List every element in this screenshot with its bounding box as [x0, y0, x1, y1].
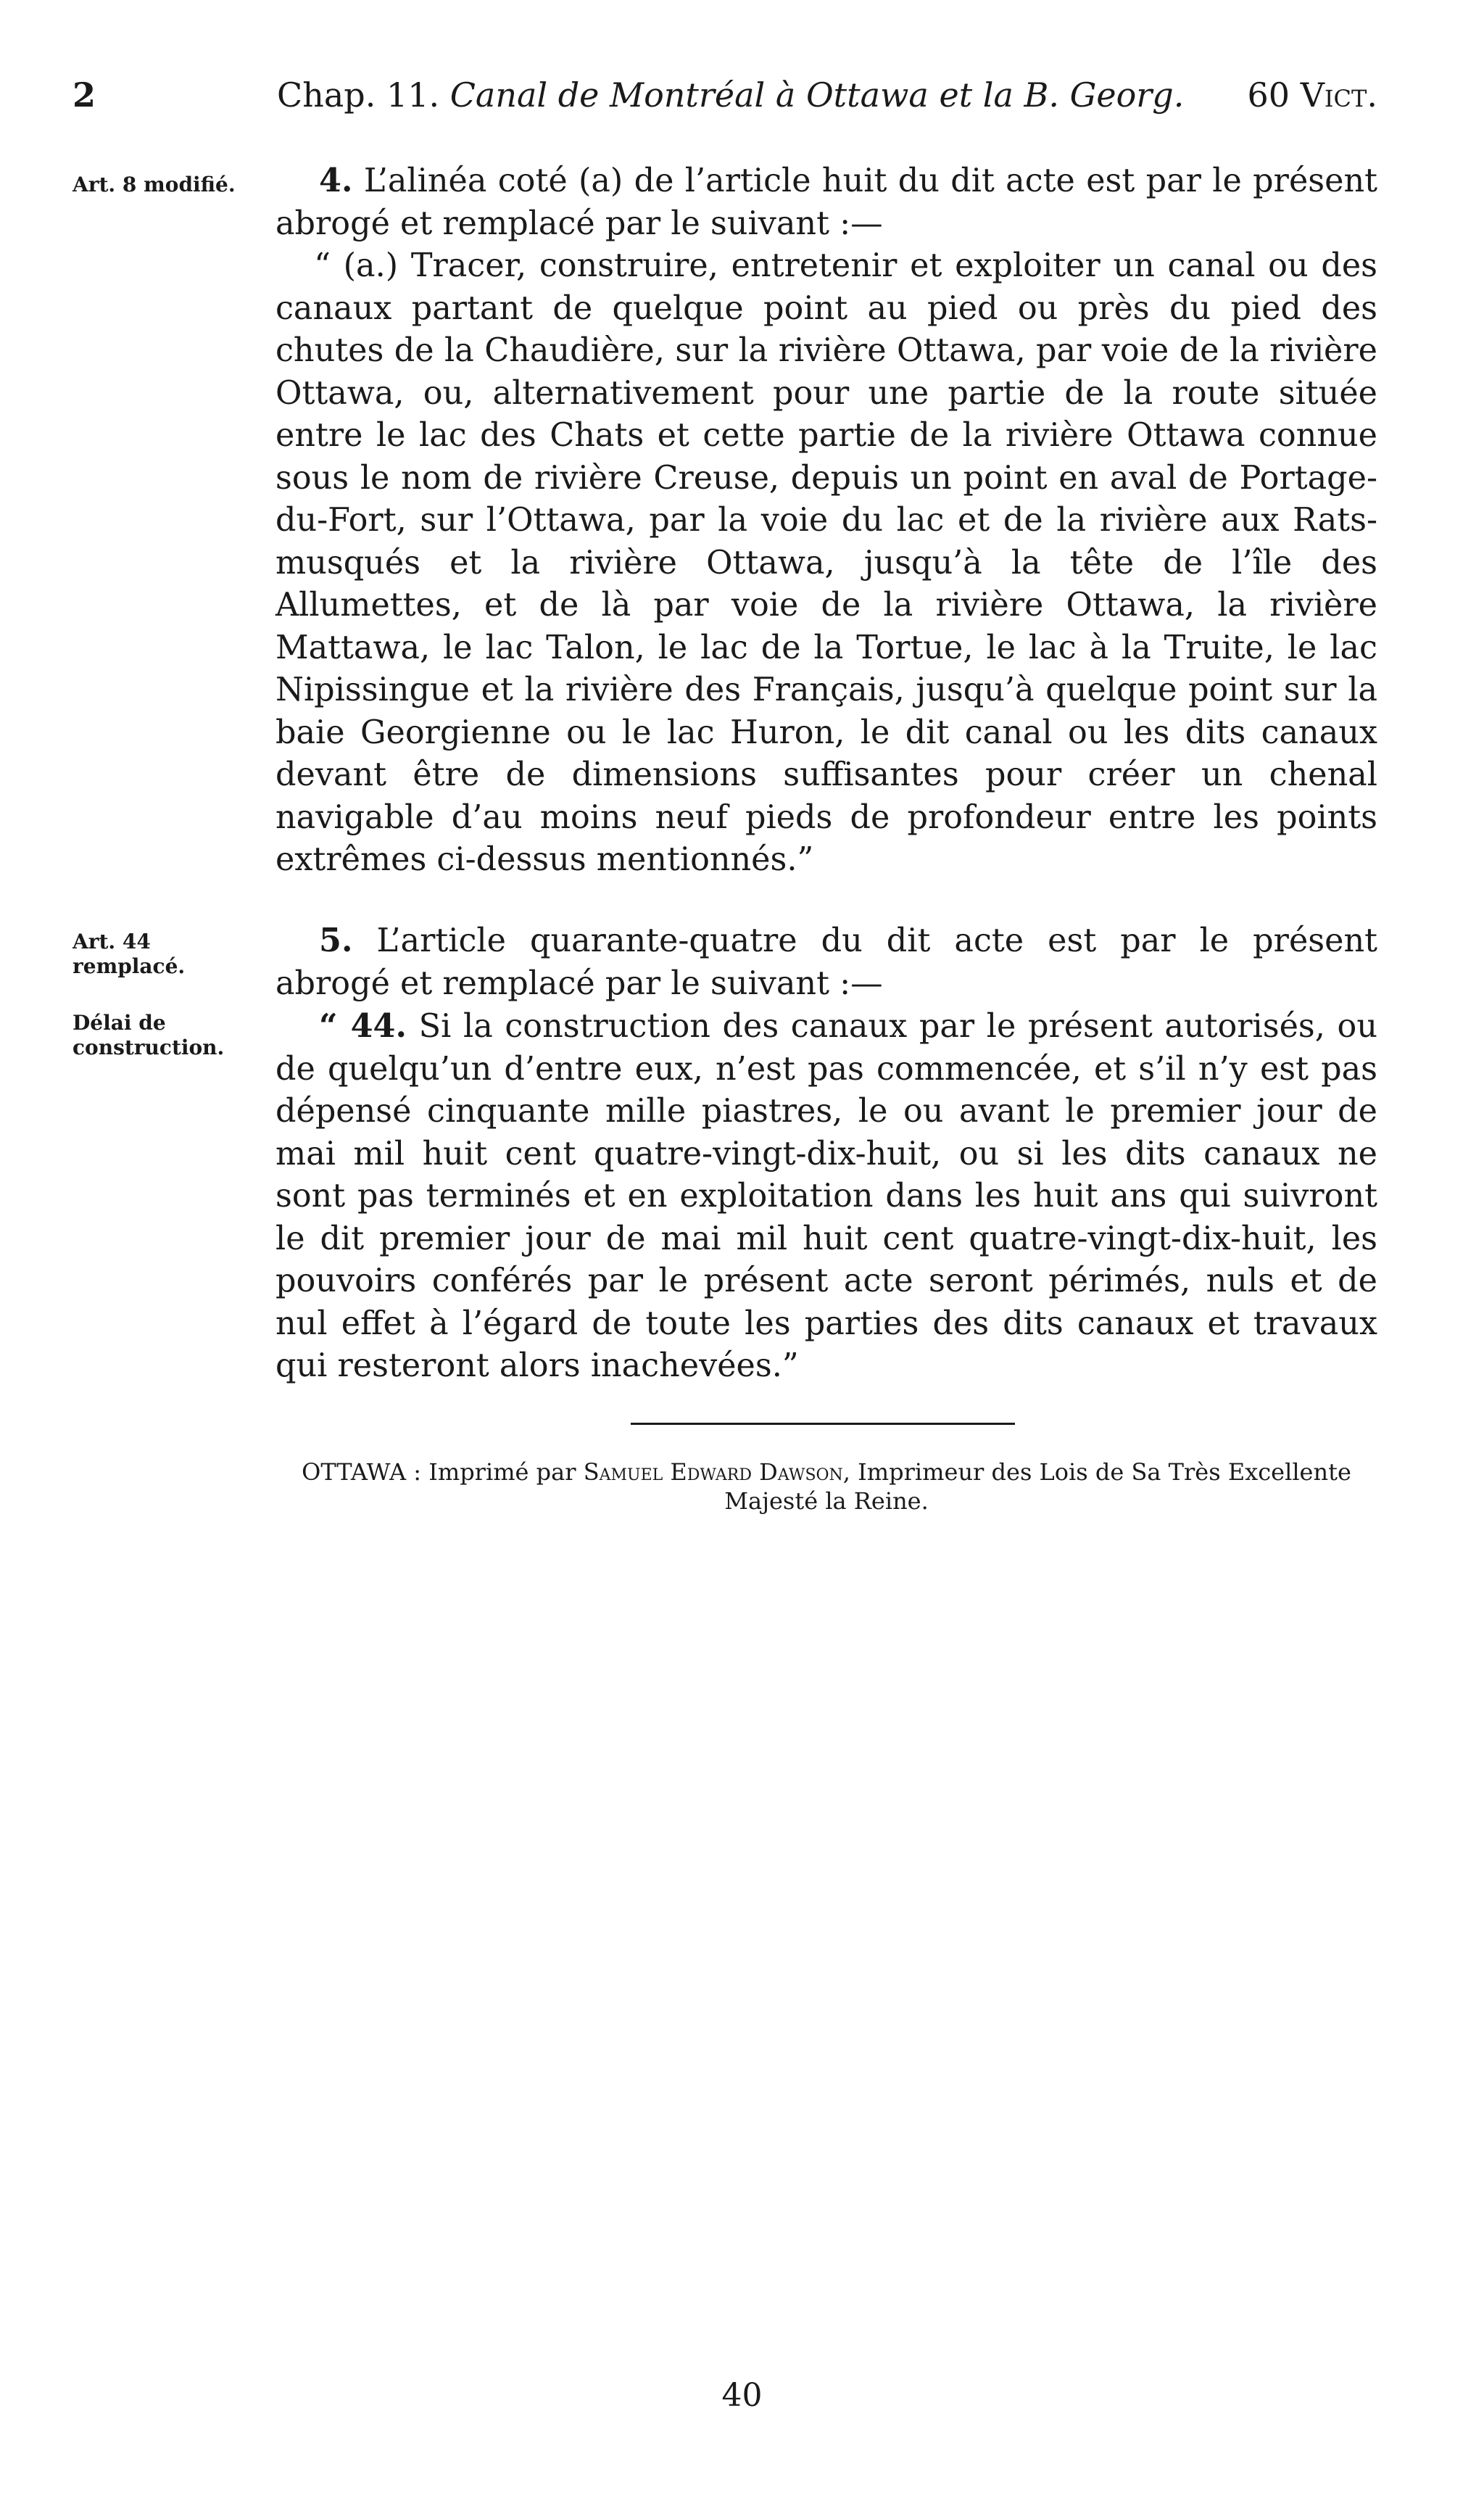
imprint-rest: Imprimeur des Lois de Sa Très Excellente Majesté la Reine.	[724, 1458, 1351, 1515]
section-4-intro	[275, 160, 1377, 245]
footer-page-number: 40	[721, 2377, 763, 2414]
side-note-art44: Art. 44 remplacé.	[72, 930, 186, 978]
section-5-quote-marker: “ 44.	[319, 1007, 407, 1045]
session-reference	[1248, 70, 1377, 120]
side-note-delai: Délai de construction.	[72, 1011, 225, 1059]
section-5	[275, 919, 1377, 1388]
section-5-quote	[275, 1005, 1377, 1388]
section-4-quote-text: Tracer, construire, entretenir et exploiter un canal ou des canaux partant de quelque point au pied ou près du pied des chutes de la Chaudière, sur la rivière Ottawa, par voie de la rivière Ottawa, ou, alternativement pour une partie de la route située entre le lac des Chats et cette partie de la rivière Ottawa connue sous le nom de rivière Creuse, depuis un point en aval de Portage-du-Fort, sur l’Ottawa, par la voie du lac et de la rivière aux Rats-musqués et la rivière Ottawa, jusqu’à la tête de l’île des Allumettes, et de là par voie de la rivière Ottawa, la rivière Mattawa, le lac Talon, le lac de la Tortue, le lac à la Truite, le lac Nipissingue et la rivière des Français, jusqu’à quelque point sur la baie Georgienne ou le lac Huron, le dit canal ou les dits canaux devant être de dimensions suffisantes pour créer un chenal navigable d’au moins neuf pieds de profondeur entre les points extrêmes ci-dessus mentionnés.”	[275, 247, 1378, 878]
section-4-quote	[275, 245, 1377, 882]
section-4	[275, 160, 1377, 882]
section-4-quote-marker: “ (a.)	[314, 247, 399, 284]
divider-rule	[631, 1423, 1015, 1425]
section-5-number: 5.	[319, 922, 353, 959]
section-5-intro-text: L’article quarante-quatre du dit acte est par le présent abrogé et remplacé par le suivant :—	[275, 922, 1377, 1002]
page-header	[72, 70, 1377, 120]
section-5-quote-text: Si la construction des canaux par le présent autorisés, ou de quelqu’un d’entre eux, n’est pas commencée, et s’il n’y est pas dépensé cinquante mille piastres, le ou avant le premier jour de mai mil huit cent quatre-vingt-dix-huit, ou si les dits canaux ne sont pas terminés et en exploitation dans les huit ans qui suivront le dit premier jour de mai mil huit cent quatre-vingt-dix-huit, les pouvoirs conférés par le présent acte seront périmés, nuls et de nul effet à l’égard de toute les parties des dits canaux et travaux qui resteront alors inachevées.”	[275, 1008, 1377, 1384]
printer-imprint	[275, 1457, 1377, 1516]
section-5-intro	[275, 919, 1377, 1005]
side-note-art8: Art. 8 modifié.	[72, 173, 236, 197]
running-title	[277, 70, 1184, 120]
section-4-intro-text: L’alinéa coté (a) de l’article huit du dit acte est par le présent abrogé et remplacé par le suivant :—	[275, 162, 1377, 242]
page-number: 2	[72, 75, 96, 115]
session-number: 60	[1247, 75, 1290, 115]
section-4-number: 4.	[319, 162, 353, 199]
imprint-prefix: OTTAWA : Imprimé par	[302, 1458, 576, 1486]
chapter-number: Chap. 11.	[277, 75, 440, 115]
imprint-printer: Samuel Edward Dawson,	[583, 1458, 850, 1486]
session-word: Vict.	[1300, 75, 1377, 115]
act-title: Canal de Montréal à Ottawa et la B. Georg.	[449, 75, 1185, 115]
